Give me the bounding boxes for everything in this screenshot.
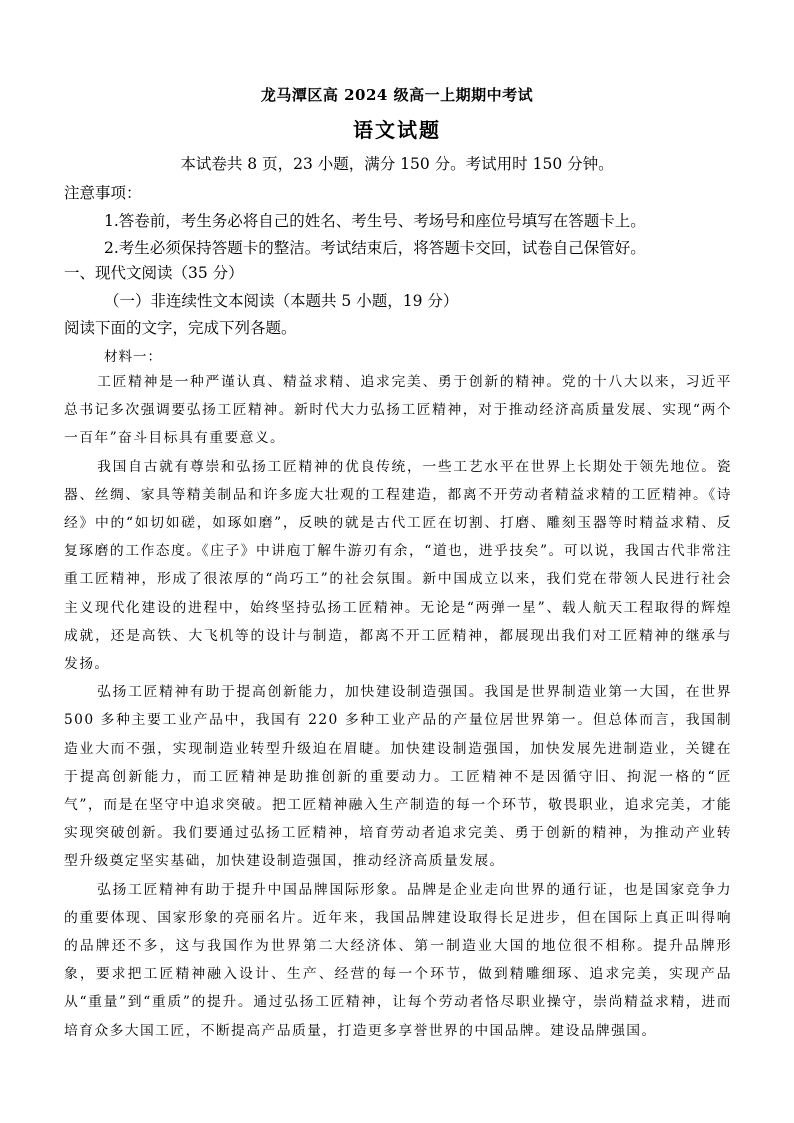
material-paragraph: 我国自古就有尊崇和弘扬工匠精神的优良传统，一些工艺水平在世界上长期处于领先地位。瓷器、丝绸、家具等精美制品和许多庞大壮观的工程建造，都离不开劳动者精益求精的工匠精神。《诗经》中的“如切如磋，如琢如磨”，反映的就是古代工匠在切割、打磨、雕刻玉器等时精益求精、反复琢磨的工作态度。《庄子》中讲庖丁解牛游刃有余，“道也，进乎技矣”。可以说，我国古代非常注重工匠精神，形成了很浓厚的“尚巧工”的社会氛围。新中国成立以来，我们党在带领人民进行社会主义现代化建设的进程中，始终坚持弘扬工匠精神。无论是“两弹一星”、载人航天工程取得的辉煌成就，还是高铁、大飞机等的设计与制造，都离不开工匠精神，都展现出我们对工匠精神的继承与发扬。: [64, 458, 732, 673]
reading-instruction: 阅读下面的文字，完成下列各题。: [64, 319, 297, 337]
exam-title: 龙马潭区高 2024 级高一上期期中考试: [260, 86, 534, 104]
material-paragraph: 工匠精神是一种严谨认真、精益求精、追求完美、勇于创新的精神。党的十八大以来，习近平总书记多次强调要弘扬工匠精神。新时代大力弘扬工匠精神，对于推动经济高质量发展、实现“两个一百年”奋斗目标具有重要意义。: [64, 374, 732, 447]
material-label: 材料一：: [104, 349, 162, 365]
exam-info: 本试卷共 8 页，23 小题，满分 150 分。考试用时 150 分钟。: [180, 155, 614, 173]
material-paragraph: 弘扬工匠精神有助于提高创新能力，加快建设制造强国。我国是世界制造业第一大国，在世界 500 多种主要工业产品中，我国有 220 多种工业产品的产量位居世界第一。但总体而言，我国制造业大而不强，实现制造业转型升级迫在眉睫。加快建设制造强国，加快发展先进制造业，关键在于提高创新能力，而工匠精神是助推创新的重要动力。工匠精神不是因循守旧、拘泥一格的“匠气”，而是在坚守中追求突破。把工匠精神融入生产制造的每一个环节，敬畏职业，追求完美，才能实现突破创新。我们要通过弘扬工匠精神，培育劳动者追求完美、勇于创新的精神，为推动产业转型升级奠定坚实基础，加快建设制造强国，推动经济高质量发展。: [64, 684, 732, 870]
material-paragraph: 弘扬工匠精神有助于提升中国品牌国际形象。品牌是企业走向世界的通行证，也是国家竞争力的重要体现、国家形象的亮丽名片。近年来，我国品牌建设取得长足进步，但在国际上真正叫得响的品牌还不多，这与我国作为世界第二大经济体、第一制造业大国的地位很不相称。提升品牌形象，要求把工匠精神融入设计、生产、经营的每一个环节，做到精雕细琢、追求完美，实现产品从“重量”到“重质”的提升。通过弘扬工匠精神，让每个劳动者恪尽职业操守，崇尚精益求精，进而培育众多大国工匠，不断提高产品质量，打造更多享誉世界的中国品牌。建设品牌强国。: [64, 881, 732, 1039]
note-item: 2.考生必须保持答题卡的整洁。考试结束后，将答题卡交回，试卷自己保管好。: [104, 239, 646, 257]
section-heading: 一、现代文阅读（35 分）: [64, 264, 244, 282]
material-body: [64, 368, 732, 1045]
subject-title: 语文试题: [353, 118, 441, 142]
subsection-heading: （一）非连续性文本阅读（本题共 5 小题，19 分）: [104, 292, 459, 310]
note-item: 1.答卷前，考生务必将自己的姓名、考生号、考场号和座位号填写在答题卡上。: [104, 212, 646, 230]
notes-heading: 注意事项：: [64, 184, 142, 202]
